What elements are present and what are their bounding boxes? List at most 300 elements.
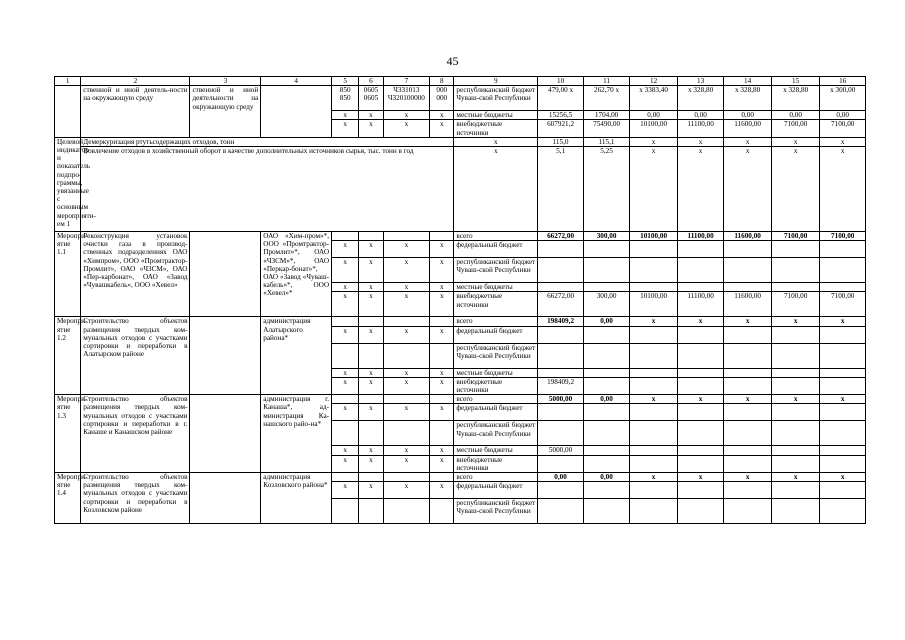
- funding-source-cell: местные бюджеты: [454, 111, 538, 120]
- expense-type-cell: x: [430, 326, 454, 343]
- header-row: [55, 77, 866, 86]
- amount-cell: 198409,2: [538, 377, 584, 394]
- amount-cell: [677, 404, 724, 421]
- amount-cell: [677, 377, 724, 394]
- amount-cell: 7100,00: [820, 292, 866, 317]
- amount-cell: [820, 283, 866, 292]
- expense-type-cell: x: [430, 111, 454, 120]
- amount-cell: [820, 368, 866, 377]
- funding-source-cell: внебюджетные источники: [454, 292, 538, 317]
- amount-cell: [724, 446, 772, 455]
- amount-cell: x: [771, 473, 820, 482]
- amount-cell: [630, 283, 678, 292]
- amount-cell: 66272,00: [538, 292, 584, 317]
- target-code-cell: x: [383, 446, 430, 455]
- section-code-cell: x: [359, 455, 383, 472]
- amount-cell: 0,00: [677, 111, 724, 120]
- column-number: 12: [630, 77, 678, 86]
- column-number: 5: [332, 77, 359, 86]
- budget-code-cell: x: [332, 482, 359, 499]
- amount-cell: [820, 455, 866, 472]
- target-code-cell: [383, 499, 430, 524]
- indicator-value-cell: x: [630, 137, 678, 146]
- expense-type-cell: [430, 232, 454, 241]
- measure-description-cell: Строительство объектов размещения твердых ком-мунальных отходов с участками сортировки и переработки в г. Канаше и Канашском районе: [81, 395, 190, 473]
- amount-cell: 7100,00: [771, 232, 820, 241]
- amount-cell: x: [677, 395, 724, 404]
- amount-cell: [677, 283, 724, 292]
- column-number: 8: [430, 77, 454, 86]
- amount-cell: 7100,00: [771, 120, 820, 137]
- measure-name-cell: Меропри-ятие 1.3: [55, 395, 81, 473]
- amount-cell: [771, 455, 820, 472]
- section-code-cell: x: [359, 120, 383, 137]
- indicator-value-cell: 115,1: [583, 137, 630, 146]
- amount-cell: [583, 283, 630, 292]
- measure-name-cell: Меропри-ятие 1.2: [55, 317, 81, 395]
- budget-code-cell: [332, 499, 359, 524]
- section-code-cell: 0605 0605: [359, 86, 383, 111]
- executor-cell: ОАО «Хим-пром»*, ООО «Промтрактор-Промлит»*, ОАО «ЧЗСМ»*, ОАО «Перкар-бонат»*, ОАО «Завод «Чуваш-кабель»*, ООО «Хевел»*: [261, 232, 332, 317]
- target-code-cell: x: [383, 120, 430, 137]
- amount-cell: [538, 283, 584, 292]
- amount-cell: [630, 368, 678, 377]
- column-number: 6: [359, 77, 383, 86]
- amount-cell: x 300,00: [820, 86, 866, 111]
- amount-cell: [583, 241, 630, 258]
- expense-type-cell: x: [430, 368, 454, 377]
- amount-cell: 0,00: [583, 473, 630, 482]
- expense-type-cell: [430, 499, 454, 524]
- target-code-cell: x: [383, 377, 430, 394]
- amount-cell: [820, 499, 866, 524]
- amount-cell: [771, 377, 820, 394]
- budget-code-cell: x: [332, 283, 359, 292]
- measure-result-cell: [190, 317, 261, 395]
- target-code-cell: Ч331013 Ч320100000: [383, 86, 430, 111]
- amount-cell: [538, 499, 584, 524]
- amount-cell: x: [820, 317, 866, 326]
- amount-cell: [724, 421, 772, 446]
- measure-row: [55, 473, 866, 482]
- amount-cell: 11100,00: [677, 120, 724, 137]
- amount-cell: [820, 421, 866, 446]
- section-code-cell: [359, 343, 383, 368]
- amount-cell: [538, 421, 584, 446]
- measure-description-cell: Строительство объектов размещения твердых ком-мунальных отходов с участками сортировки и переработки в Козловском районе: [81, 473, 190, 524]
- budget-code-cell: [332, 232, 359, 241]
- column-number: 9: [454, 77, 538, 86]
- section-code-cell: [359, 232, 383, 241]
- amount-cell: [677, 258, 724, 283]
- section-code-cell: [359, 317, 383, 326]
- measure-row: [55, 395, 866, 404]
- amount-cell: [771, 326, 820, 343]
- column-number: 13: [677, 77, 724, 86]
- amount-cell: [538, 404, 584, 421]
- target-code-cell: x: [383, 404, 430, 421]
- executor-cell: администрация г. Канаша*, ад-министрация Ка-нашского райо-на*: [261, 395, 332, 473]
- amount-cell: 0,00: [630, 111, 678, 120]
- amount-cell: [771, 241, 820, 258]
- amount-cell: 66272,00: [538, 232, 584, 241]
- amount-cell: [771, 283, 820, 292]
- funding-source-cell: республиканский бюджет Чуваш-ской Республики: [454, 499, 538, 524]
- funding-source-cell: внебюджетные источники: [454, 455, 538, 472]
- section-code-cell: x: [359, 283, 383, 292]
- funding-source-cell: местные бюджеты: [454, 283, 538, 292]
- section-code-cell: x: [359, 482, 383, 499]
- measure-row: [55, 232, 866, 241]
- amount-cell: [771, 404, 820, 421]
- amount-cell: [630, 343, 678, 368]
- budget-code-cell: x: [332, 111, 359, 120]
- expense-type-cell: x: [430, 482, 454, 499]
- amount-cell: x: [820, 395, 866, 404]
- amount-cell: [724, 258, 772, 283]
- target-code-cell: [383, 343, 430, 368]
- expense-type-cell: [430, 343, 454, 368]
- budget-code-cell: [332, 317, 359, 326]
- column-number: 15: [771, 77, 820, 86]
- amount-cell: 0,00: [724, 111, 772, 120]
- indicator-value-cell: x: [820, 137, 866, 146]
- funding-source-cell: внебюджетные источники: [454, 120, 538, 137]
- target-code-cell: [383, 317, 430, 326]
- executor-cell: [261, 86, 332, 138]
- expense-type-cell: x: [430, 283, 454, 292]
- budget-code-cell: x: [332, 446, 359, 455]
- indicator-value-cell: 5,25: [583, 147, 630, 232]
- amount-cell: 75490,00: [583, 120, 630, 137]
- section-code-cell: [359, 395, 383, 404]
- amount-cell: 10100,00: [630, 120, 678, 137]
- section-code-cell: [359, 421, 383, 446]
- amount-cell: [724, 455, 772, 472]
- amount-cell: x: [771, 317, 820, 326]
- continuation-row: [55, 86, 866, 111]
- funding-source-cell: республиканский бюджет Чуваш-ской Республики: [454, 258, 538, 283]
- column-number: 1: [55, 77, 81, 86]
- column-number: 11: [583, 77, 630, 86]
- amount-cell: 7100,00: [820, 120, 866, 137]
- target-code-cell: [383, 421, 430, 446]
- amount-cell: 7100,00: [820, 232, 866, 241]
- amount-cell: [677, 368, 724, 377]
- amount-cell: [677, 455, 724, 472]
- expense-type-cell: x: [430, 377, 454, 394]
- budget-code-cell: [332, 343, 359, 368]
- budget-code-cell: x: [332, 326, 359, 343]
- amount-cell: [724, 499, 772, 524]
- measure-name-cell: Меропри-ятие 1.4: [55, 473, 81, 524]
- amount-cell: [771, 258, 820, 283]
- measure-row: [55, 317, 866, 326]
- amount-cell: x: [724, 317, 772, 326]
- amount-cell: [583, 343, 630, 368]
- budget-code-cell: x: [332, 404, 359, 421]
- amount-cell: [724, 377, 772, 394]
- indicator-value-cell: x: [724, 147, 772, 232]
- amount-cell: 11600,00: [724, 232, 772, 241]
- page-number: 45: [446, 54, 459, 68]
- measure-description-cell: Строительство объектов размещения твердых ком-мунальных отходов с участками сортировки и переработки в Алатырском районе: [81, 317, 190, 395]
- amount-cell: [630, 326, 678, 343]
- budget-code-cell: x: [332, 120, 359, 137]
- budget-code-cell: [332, 473, 359, 482]
- amount-cell: [820, 446, 866, 455]
- indicator-value-cell: x: [771, 137, 820, 146]
- amount-cell: x: [630, 473, 678, 482]
- blank-cell: [55, 86, 81, 138]
- amount-cell: [724, 283, 772, 292]
- amount-cell: 0,00: [583, 395, 630, 404]
- target-code-cell: x: [383, 455, 430, 472]
- target-code-cell: x: [383, 283, 430, 292]
- column-number: 16: [820, 77, 866, 86]
- amount-cell: [583, 482, 630, 499]
- amount-cell: [630, 421, 678, 446]
- indicator-value-cell: x: [771, 147, 820, 232]
- amount-cell: x: [724, 473, 772, 482]
- funding-source-cell: всего: [454, 317, 538, 326]
- expense-type-cell: x: [430, 455, 454, 472]
- section-code-cell: x: [359, 404, 383, 421]
- section-code-cell: x: [359, 446, 383, 455]
- amount-cell: [538, 482, 584, 499]
- section-code-cell: x: [359, 326, 383, 343]
- amount-cell: x: [630, 317, 678, 326]
- indicator-value-cell: 5,1: [538, 147, 584, 232]
- section-code-cell: x: [359, 241, 383, 258]
- measure-description-cell: Реконструкция установок очистки газа в производ-ственных подразделениях ОАО «Химпром», ООО «Промтрактор-Промлит», ОАО «ЧЗСМ», ОАО «Пер-карбонат», ОАО «Завод «Чувашкабель», ООО «Хевел»: [81, 232, 190, 317]
- amount-cell: [771, 421, 820, 446]
- expense-type-cell: x: [430, 258, 454, 283]
- measure-description-cell: ственной и иной деятель-ности на окружающую среду: [81, 86, 190, 138]
- amount-cell: x: [677, 317, 724, 326]
- amount-cell: [724, 326, 772, 343]
- indicator-unit-cell: x: [454, 147, 538, 232]
- measure-result-cell: [190, 395, 261, 473]
- amount-cell: [630, 446, 678, 455]
- measure-result-cell: [190, 232, 261, 317]
- budget-code-cell: x: [332, 292, 359, 317]
- amount-cell: x 328,80: [771, 86, 820, 111]
- amount-cell: [677, 241, 724, 258]
- budget-code-cell: [332, 395, 359, 404]
- amount-cell: [677, 499, 724, 524]
- indicator-unit-cell: x: [454, 137, 538, 146]
- target-code-cell: x: [383, 241, 430, 258]
- budget-code-cell: x: [332, 377, 359, 394]
- amount-cell: [677, 446, 724, 455]
- expense-type-cell: 000 000: [430, 86, 454, 111]
- funding-source-cell: местные бюджеты: [454, 446, 538, 455]
- funding-source-cell: республиканский бюджет Чуваш-ской Республики: [454, 86, 538, 111]
- amount-cell: 11600,00: [724, 120, 772, 137]
- column-number: 10: [538, 77, 584, 86]
- budget-code-cell: x: [332, 455, 359, 472]
- amount-cell: [820, 343, 866, 368]
- amount-cell: 0,00: [820, 111, 866, 120]
- target-code-cell: [383, 473, 430, 482]
- amount-cell: 5000,00: [538, 395, 584, 404]
- amount-cell: [677, 421, 724, 446]
- amount-cell: 10100,00: [630, 232, 678, 241]
- indicator-value-cell: x: [724, 137, 772, 146]
- budget-code-cell: 850 850: [332, 86, 359, 111]
- amount-cell: [538, 326, 584, 343]
- funding-source-cell: всего: [454, 232, 538, 241]
- amount-cell: 11100,00: [677, 232, 724, 241]
- funding-source-cell: внебюджетные источники: [454, 377, 538, 394]
- funding-source-cell: республиканский бюджет Чуваш-ской Республики: [454, 421, 538, 446]
- amount-cell: 15256,5: [538, 111, 584, 120]
- expense-type-cell: x: [430, 292, 454, 317]
- executor-cell: администрация Алатырского района*: [261, 317, 332, 395]
- indicator-value-cell: x: [820, 147, 866, 232]
- amount-cell: [538, 258, 584, 283]
- amount-cell: [583, 446, 630, 455]
- section-code-cell: x: [359, 258, 383, 283]
- section-code-cell: x: [359, 377, 383, 394]
- amount-cell: [583, 377, 630, 394]
- amount-cell: [583, 404, 630, 421]
- indicator-row: [55, 147, 866, 232]
- amount-cell: [820, 241, 866, 258]
- amount-cell: [820, 326, 866, 343]
- amount-cell: [677, 482, 724, 499]
- amount-cell: x: [724, 395, 772, 404]
- amount-cell: [630, 499, 678, 524]
- amount-cell: [630, 241, 678, 258]
- amount-cell: [583, 421, 630, 446]
- amount-cell: [583, 368, 630, 377]
- amount-cell: [771, 499, 820, 524]
- program-funding-table: [54, 76, 866, 524]
- measure-name-cell: Меропри-ятие 1.1: [55, 232, 81, 317]
- measure-result-cell: ственной и иной деятельности на окружающую среду: [190, 86, 261, 138]
- amount-cell: [724, 343, 772, 368]
- amount-cell: [630, 377, 678, 394]
- amount-cell: [583, 499, 630, 524]
- expense-type-cell: x: [430, 404, 454, 421]
- target-code-cell: x: [383, 326, 430, 343]
- amount-cell: x: [630, 395, 678, 404]
- funding-source-cell: всего: [454, 473, 538, 482]
- amount-cell: 300,00: [583, 232, 630, 241]
- expense-type-cell: x: [430, 241, 454, 258]
- amount-cell: [538, 343, 584, 368]
- amount-cell: [677, 343, 724, 368]
- amount-cell: [820, 377, 866, 394]
- amount-cell: x 3383,40: [630, 86, 678, 111]
- target-code-cell: x: [383, 482, 430, 499]
- amount-cell: [538, 455, 584, 472]
- amount-cell: 607921,2: [538, 120, 584, 137]
- amount-cell: [820, 404, 866, 421]
- indicator-label-cell: Целевой индикатор и показатель подпро-граммы, увязанные с основным мероприяти-ем 1: [55, 137, 81, 231]
- indicator-value-cell: x: [630, 147, 678, 232]
- budget-code-cell: x: [332, 241, 359, 258]
- target-code-cell: x: [383, 292, 430, 317]
- amount-cell: x 328,80: [724, 86, 772, 111]
- indicator-text-cell: Демеркуризация ртутьсодержащих отходов, тонн: [81, 137, 454, 146]
- expense-type-cell: x: [430, 446, 454, 455]
- amount-cell: 11100,00: [677, 292, 724, 317]
- indicator-row: [55, 137, 866, 146]
- amount-cell: 198409,2: [538, 317, 584, 326]
- amount-cell: [820, 258, 866, 283]
- amount-cell: 11600,00: [724, 292, 772, 317]
- expense-type-cell: x: [430, 120, 454, 137]
- amount-cell: [771, 446, 820, 455]
- amount-cell: 0,00: [583, 317, 630, 326]
- amount-cell: [630, 455, 678, 472]
- amount-cell: [583, 258, 630, 283]
- amount-cell: [724, 482, 772, 499]
- measure-result-cell: [190, 473, 261, 524]
- amount-cell: [677, 326, 724, 343]
- budget-code-cell: x: [332, 368, 359, 377]
- amount-cell: [630, 258, 678, 283]
- amount-cell: x: [677, 473, 724, 482]
- amount-cell: 10100,00: [630, 292, 678, 317]
- amount-cell: 0,00: [771, 111, 820, 120]
- funding-source-cell: федеральный бюджет: [454, 404, 538, 421]
- budget-code-cell: x: [332, 258, 359, 283]
- amount-cell: x: [820, 473, 866, 482]
- funding-source-cell: всего: [454, 395, 538, 404]
- target-code-cell: x: [383, 368, 430, 377]
- target-code-cell: [383, 395, 430, 404]
- amount-cell: x 328,80: [677, 86, 724, 111]
- expense-type-cell: [430, 473, 454, 482]
- column-number: 14: [724, 77, 772, 86]
- amount-cell: 479,00 x: [538, 86, 584, 111]
- indicator-value-cell: x: [677, 137, 724, 146]
- funding-source-cell: федеральный бюджет: [454, 326, 538, 343]
- amount-cell: [583, 326, 630, 343]
- amount-cell: 7100,00: [771, 292, 820, 317]
- indicator-value-cell: x: [677, 147, 724, 232]
- section-code-cell: x: [359, 292, 383, 317]
- section-code-cell: [359, 499, 383, 524]
- funding-source-cell: местные бюджеты: [454, 368, 538, 377]
- budget-code-cell: [332, 421, 359, 446]
- amount-cell: [771, 482, 820, 499]
- amount-cell: [724, 368, 772, 377]
- executor-cell: администрация Козловского района*: [261, 473, 332, 524]
- target-code-cell: x: [383, 258, 430, 283]
- column-number: 3: [190, 77, 261, 86]
- funding-source-cell: республиканский бюджет Чуваш-ской Республики: [454, 343, 538, 368]
- amount-cell: [538, 368, 584, 377]
- section-code-cell: [359, 473, 383, 482]
- column-number: 4: [261, 77, 332, 86]
- expense-type-cell: [430, 421, 454, 446]
- funding-source-cell: федеральный бюджет: [454, 241, 538, 258]
- indicator-text-cell: Вовлечение отходов в хозяйственный оборот в качестве дополнительных источников сырья, тыс. тонн в год: [81, 147, 454, 232]
- amount-cell: 262,70 x: [583, 86, 630, 111]
- amount-cell: [771, 368, 820, 377]
- amount-cell: [820, 482, 866, 499]
- funding-source-cell: федеральный бюджет: [454, 482, 538, 499]
- expense-type-cell: [430, 317, 454, 326]
- amount-cell: [771, 343, 820, 368]
- amount-cell: [630, 482, 678, 499]
- target-code-cell: [383, 232, 430, 241]
